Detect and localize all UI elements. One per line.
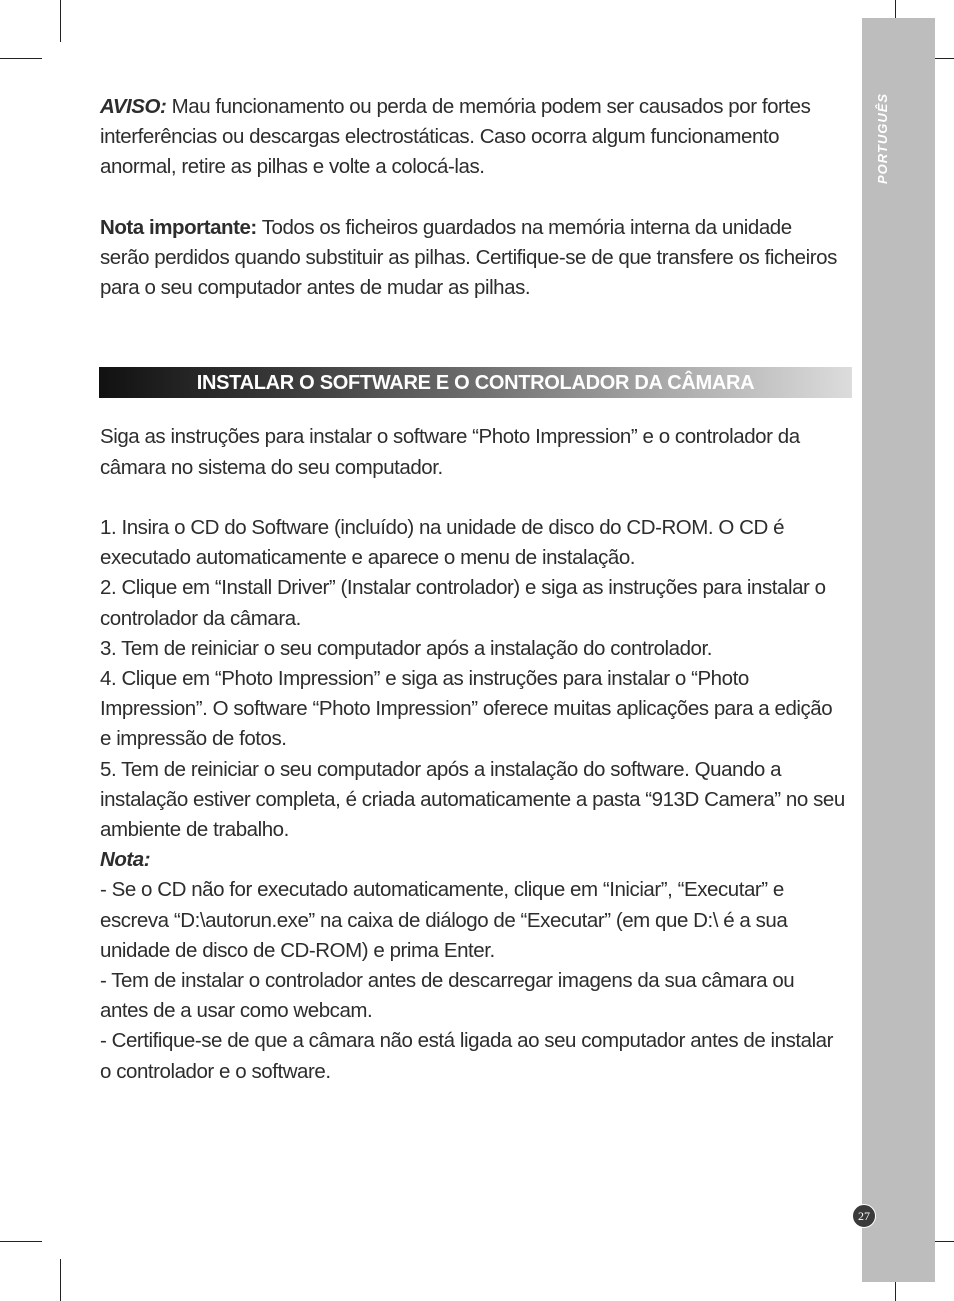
page-number: 27 — [852, 1204, 876, 1228]
warning-paragraph — [100, 92, 845, 183]
step-item: 1. Insira o CD do Software (incluído) na unidade de disco do CD-ROM. O CD é executado automaticamente e aparece o menu de instalação. — [100, 516, 785, 570]
crop-mark — [60, 0, 61, 42]
language-label: PORTUGUÊS — [875, 92, 890, 184]
side-language-strip — [862, 18, 935, 1282]
important-note-paragraph — [100, 213, 845, 304]
section-title: INSTALAR O SOFTWARE E O CONTROLADOR DA CÂMARA — [99, 367, 852, 398]
note-item: - Se o CD não for executado automaticamente, clique em “Iniciar”, “Executar” e escreva “D:\autorun.exe” na caixa de diálogo de “Executar” (em que D:\ é a sua unidade de disco de CD-ROM) e prima Enter. — [100, 878, 788, 962]
warning-text: Mau funcionamento ou perda de memória podem ser causados por fortes interferências ou descargas electrostáticas. Caso ocorra algum funcionamento anormal, retire as pilhas e volte a colocá-las. — [100, 95, 811, 179]
warning-label: AVISO: — [100, 95, 167, 118]
note-item: - Tem de instalar o controlador antes de descarregar imagens da sua câmara ou antes de a usar como webcam. — [100, 969, 795, 1023]
note-item: - Certifique-se de que a câmara não está ligada ao seu computador antes de instalar o controlador e o software. — [100, 1029, 834, 1083]
intro-paragraph: Siga as instruções para instalar o software “Photo Impression” e o controlador da câmara no sistema do seu computador. — [100, 425, 800, 479]
crop-mark — [0, 58, 42, 59]
note-label: Nota: — [100, 848, 151, 872]
important-note-label: Nota importante: — [100, 215, 257, 239]
step-item: 2. Clique em “Install Driver” (Instalar controlador) e siga as instruções para instalar o controlador da câmara. — [100, 576, 826, 630]
step-item: 3. Tem de reiniciar o seu computador após a instalação do controlador. — [100, 636, 712, 660]
crop-mark — [60, 1259, 61, 1301]
crop-mark — [0, 1241, 42, 1242]
page-content — [100, 92, 845, 1087]
step-item: 4. Clique em “Photo Impression” e siga as instruções para instalar o “Photo Impression”. O software “Photo Impression” oferece muitas aplicações para a edição e impressão de fotos. — [100, 667, 833, 751]
step-item: 5. Tem de reiniciar o seu computador após a instalação do software. Quando a instalação estiver completa, é criada automaticamente a pasta “913D Camera” no seu ambiente de trabalho. — [100, 757, 845, 842]
important-note-text: Todos os ficheiros guardados na memória interna da unidade serão perdidos quando substituir as pilhas. Certifique-se de que transfere os ficheiros para o seu computador antes de mudar as pilhas. — [100, 215, 837, 300]
